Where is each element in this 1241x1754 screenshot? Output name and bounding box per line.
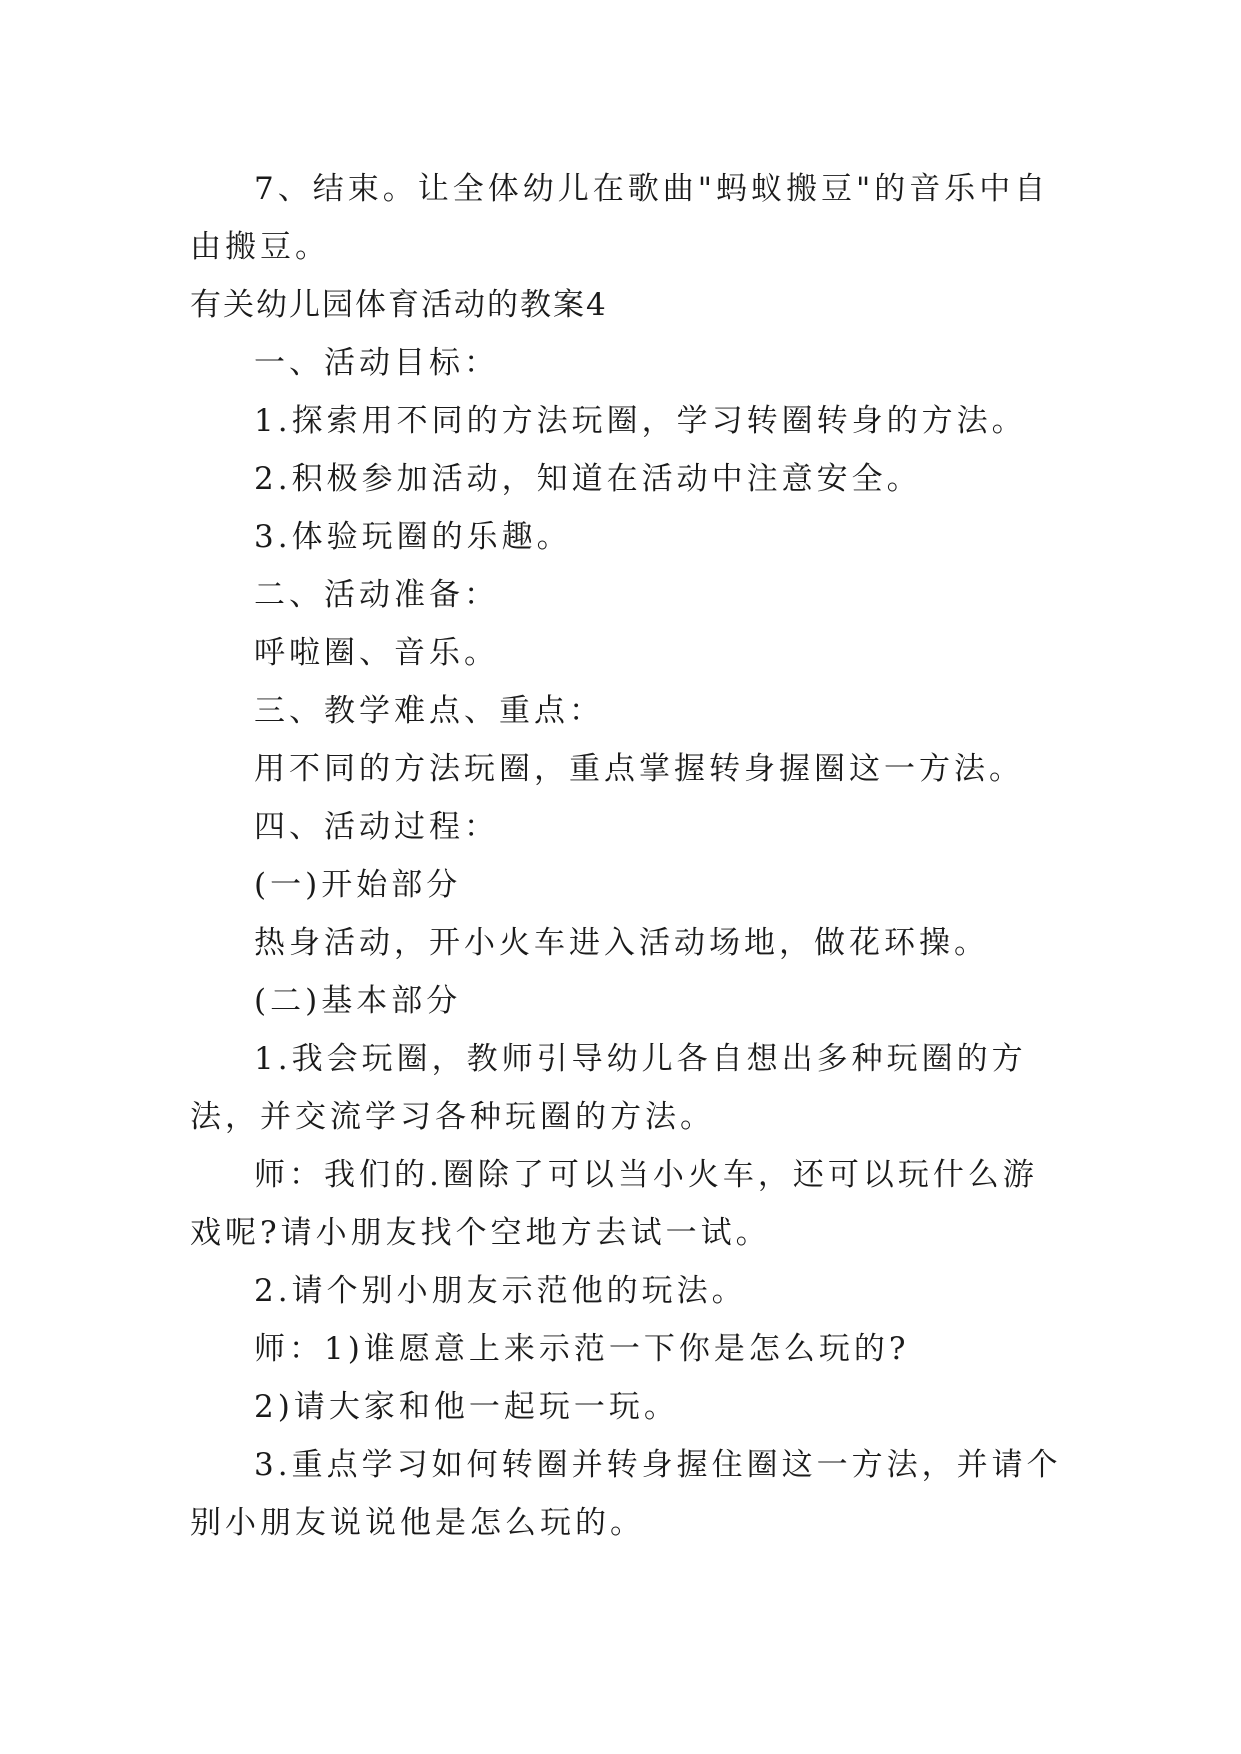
warmup-text: 热身活动，开小火车进入活动场地，做花环操。 <box>254 925 989 961</box>
heading-activity-process: 四、活动过程： <box>254 809 499 845</box>
teacher-prompt-1: 师：我们的.圈除了可以当小火车，还可以玩什么游戏呢?请小朋友找个空地方去试一试。 <box>190 1157 1038 1251</box>
subheading-basic: (二)基本部分 <box>254 983 462 1019</box>
preparation-text: 呼啦圈、音乐。 <box>254 635 499 671</box>
teacher-prompt-3: 2)请大家和他一起玩一玩。 <box>254 1389 679 1425</box>
teacher-prompt-2: 师：1)谁愿意上来示范一下你是怎么玩的? <box>254 1331 910 1367</box>
key-points-text: 用不同的方法玩圈，重点掌握转身握圈这一方法。 <box>254 751 1024 787</box>
goal-item-3: 3.体验玩圈的乐趣。 <box>254 519 572 555</box>
document-body <box>190 160 1070 1552</box>
goal-item-1: 1.探索用不同的方法玩圈，学习转圈转身的方法。 <box>254 403 1027 439</box>
goal-item-2: 2.积极参加活动，知道在活动中注意安全。 <box>254 461 922 497</box>
paragraph-ending: 7、结束。让全体幼儿在歌曲"蚂蚁搬豆"的音乐中自由搬豆。 <box>190 171 1050 265</box>
heading-key-points: 三、教学难点、重点： <box>254 693 604 729</box>
heading-activity-goals: 一、活动目标： <box>254 345 499 381</box>
basic-step-2: 2.请个别小朋友示范他的玩法。 <box>254 1273 747 1309</box>
basic-step-3: 3.重点学习如何转圈并转身握住圈这一方法，并请个别小朋友说说他是怎么玩的。 <box>190 1447 1062 1541</box>
subheading-start: (一)开始部分 <box>254 867 462 903</box>
section-title: 有关幼儿园体育活动的教案4 <box>190 287 608 323</box>
heading-activity-preparation: 二、活动准备： <box>254 577 499 613</box>
basic-step-1: 1.我会玩圈，教师引导幼儿各自想出多种玩圈的方法，并交流学习各种玩圈的方法。 <box>190 1041 1027 1135</box>
